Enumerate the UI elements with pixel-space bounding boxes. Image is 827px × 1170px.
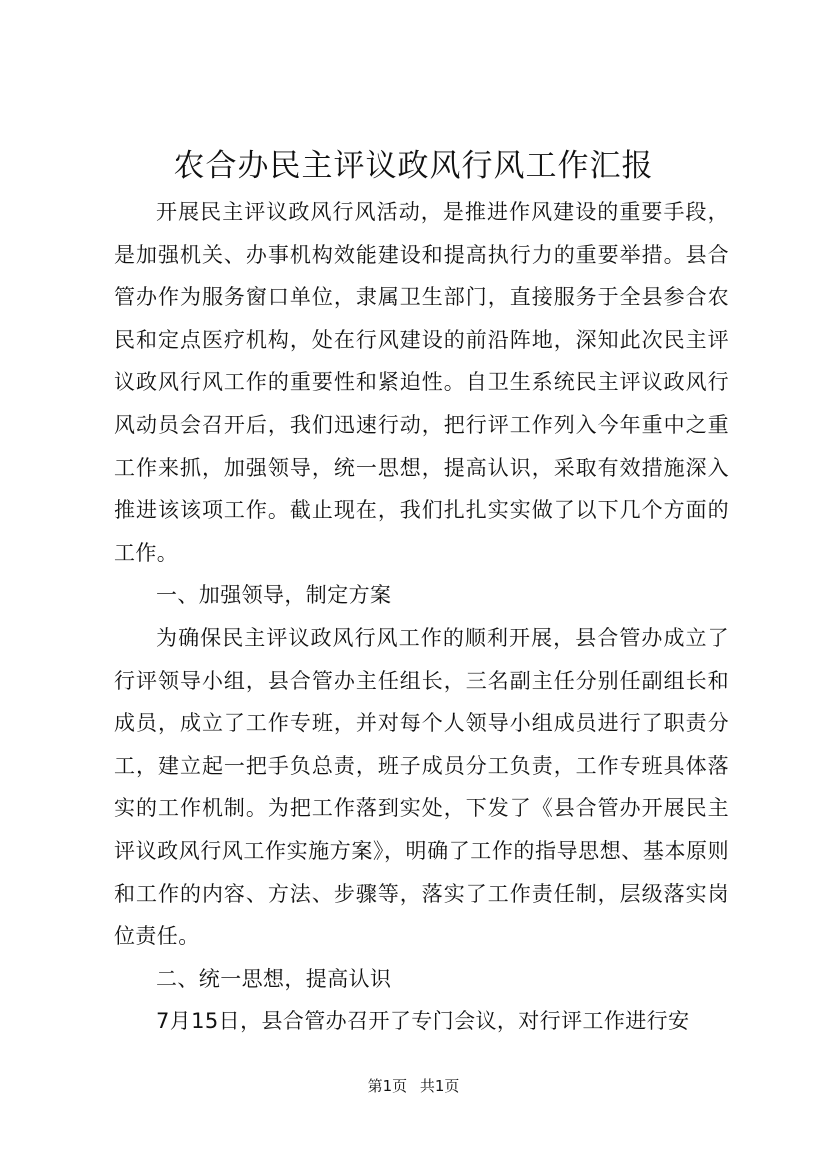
document-title: 农合办民主评议政风行风工作汇报 [173,148,654,184]
section-heading-2: 二、统一思想，提高认识 [156,966,392,991]
page-number: 第1页 [367,1077,408,1095]
paragraph-intro: 开展民主评议政风行风活动，是推进作风建设的重要手段，是加强机关、办事机构效能建设和提高执行力的重要举措。县合管办作为服务窗口单位，隶属卫生部门，直接服务于全县参合农民和定点医疗机构，处在行风建设的前沿阵地，深知此次民主评议政风行风工作的重要性和紧迫性。自卫生系统民主评议政风行风动员会召开后，我们迅速行动，把行评工作列入今年重中之重工作来抓，加强领导，统一思想，提高认识，采取有效措施深入推进该该项工作。截止现在，我们扎扎实实做了以下几个方面的工作。 [114,200,729,565]
page-footer [0,1074,827,1098]
paragraph-section-1: 为确保民主评议政风行风工作的顺利开展，县合管办成立了行评领导小组，县合管办主任组长，三名副主任分别任副组长和成员，成立了工作专班，并对每个人领导小组成员进行了职责分工，建立起一把手负总责，班子成员分工负责，工作专班具体落实的工作机制。为把工作落到实处，下发了《县合管办开展民主评议政风行风工作实施方案》，明确了工作的指导思想、基本原则和工作的内容、方法、步骤等，落实了工作责任制，层级落实岗位责任。 [114,625,729,949]
total-pages: 共1页 [419,1077,460,1095]
paragraph-section-2: 7月15日，县合管办召开了专门会议，对行评工作进行安 [156,1009,690,1034]
section-heading-1: 一、加强领导，制定方案 [156,583,392,608]
document-body [114,191,729,1043]
